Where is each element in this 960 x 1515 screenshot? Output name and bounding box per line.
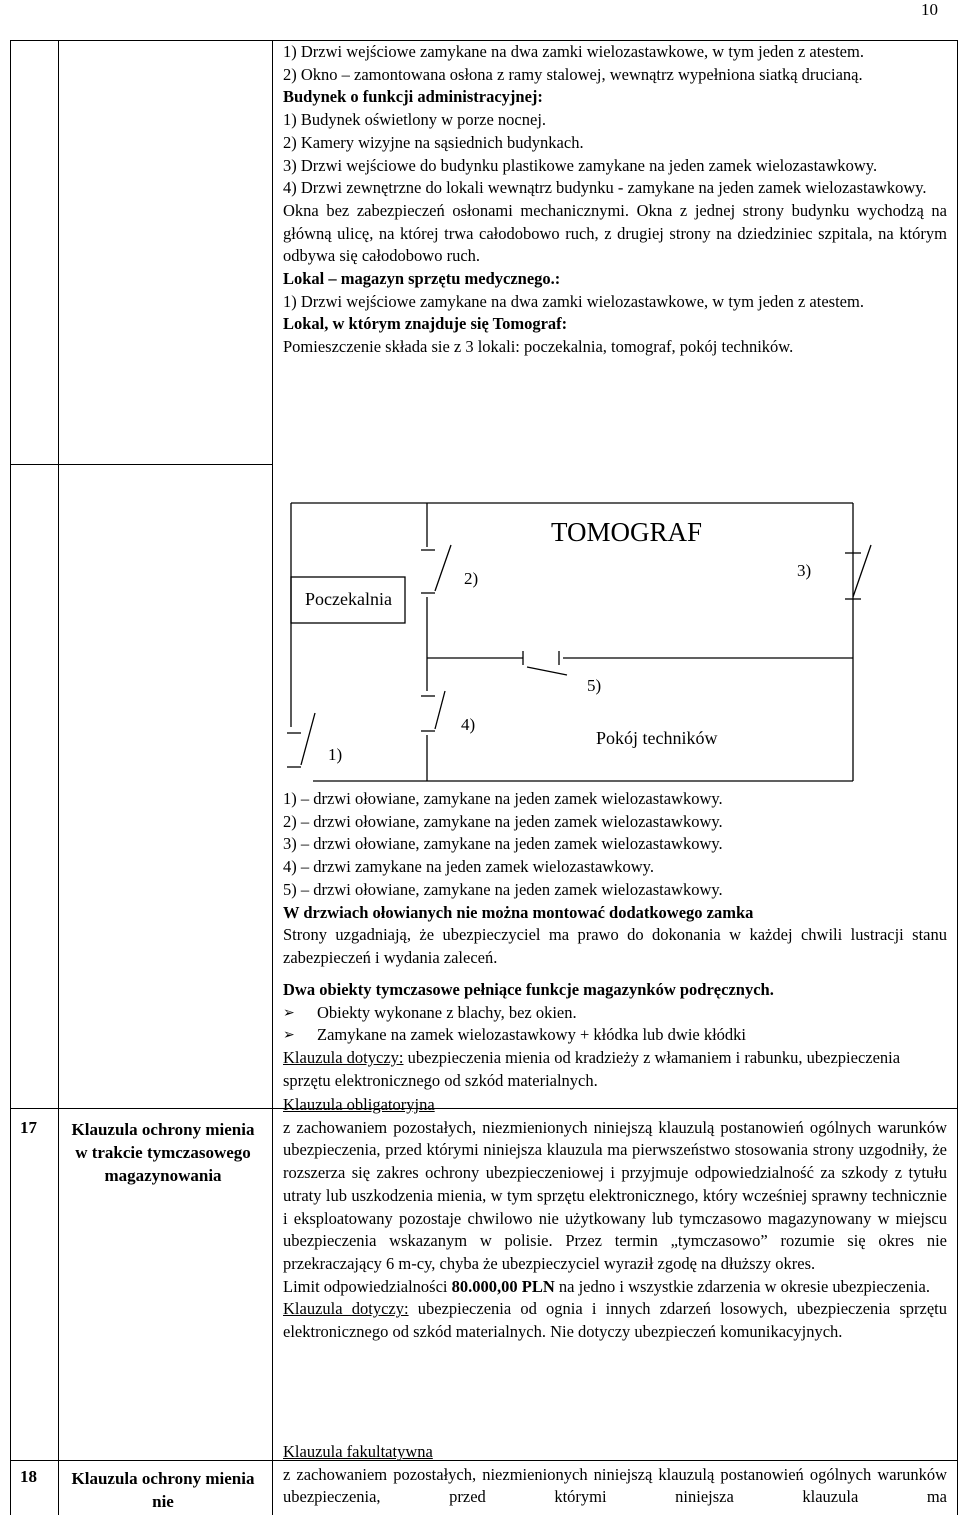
- doors-legend: [283, 788, 947, 970]
- floor-plan-diagram: [283, 495, 953, 785]
- door-5-label: 5): [587, 676, 602, 695]
- column-divider: [272, 40, 273, 1515]
- clause-18-content: [283, 1441, 947, 1509]
- table-right-border: [957, 40, 958, 1515]
- arrow-bullet-icon: ➢: [283, 1004, 295, 1021]
- paragraph: Okna bez zabezpieczeń osłonami mechanicznymi. Okna z jednej strony budynku wychodzą na główną ulicę, na której trwa całodobowo ruch, z drugiej strony na dziedziniec szpitala, na którym odbywa się całodobowo ruch.: [283, 200, 947, 266]
- inspection-note: Strony uzgadniają, że ubezpieczyciel ma prawo do dokonania w każdej chwili lustracji stanu zabezpieczeń i wydania zaleceń.: [283, 925, 947, 967]
- door-2-leaf: [435, 545, 451, 591]
- liability-limit: Limit odpowiedzialności 80.000,00 PLN na jedno i wszystkie zdarzenia w okresie ubezpieczenia.: [283, 1276, 930, 1296]
- clause-body: z zachowaniem pozostałych, niezmienionych niniejszą klauzulą postanowień ogólnych warunków ubezpieczenia, przed którymi niniejsza klauzula ma pierwszeństwo stosowania strony uzgodniły, że rozszerza się zakres ochrony ubezpieczeniowej i przyjmuje odpowiedzialność za szkody z tytułu utraty lub uszkodzenia mienia, w tym sprzętu elektronicznego, który wcześniej sprawny technicznie i eksploatowany pozostaje chwilowo nie użytkowany lub tymczasowo magazynowany w miejscu ubezpieczenia wskazanym w polisie. Przez termin „tymczasowo” rozumie się okres nie przekraczający 6 m-cy, chyba że ubezpieczyciel wyraził zgodę na dłuższy okres.: [283, 1117, 947, 1273]
- door-2-label: 2): [464, 569, 479, 588]
- poczekalnia-label: Poczekalnia: [305, 589, 392, 609]
- section-heading: Budynek o funkcji administracyjnej:: [283, 87, 543, 107]
- paragraph: 1) Drzwi wejściowe zamykane na dwa zamki wielozastawkowe, w tym jeden z atestem.: [283, 42, 864, 61]
- clause-scope: Klauzula dotyczy: ubezpieczenia mienia od kradzieży z włamaniem i rabunku, ubezpieczenia sprzętu elektronicznego od szkód materialnych.: [283, 1048, 901, 1090]
- column-divider: [58, 40, 59, 1515]
- section-heading: Lokal – magazyn sprzętu medycznego.:: [283, 269, 561, 289]
- tomograf-label: TOMOGRAF: [551, 517, 703, 547]
- clause-body: z zachowaniem pozostałych, niezmienionych niniejszą klauzulą postanowień ogólnych warunków ubezpieczenia, przed którymi niniejsza klauzula ma: [283, 1464, 947, 1507]
- clause-scope: Klauzula dotyczy: ubezpieczenia od ognia i innych zdarzeń losowych, ubezpieczenia sprzętu elektronicznego od szkód materialnych. Nie dotyczy ubezpieczeń komunikacyjnych.: [283, 1299, 948, 1342]
- paragraph: Pomieszczenie składa sie z 3 lokali: poczekalnia, tomograf, pokój techników.: [283, 337, 794, 357]
- lead-doors-note: W drzwiach ołowianych nie można montować dodatkowego zamka: [283, 902, 754, 922]
- temporary-objects: [283, 979, 947, 1093]
- door-legend-item: 3) – drzwi ołowiane, zamykane na jeden zamek wielozastawkowy.: [283, 834, 723, 854]
- clause-type: Klauzula obligatoryjna: [283, 1095, 435, 1114]
- table-left-border: [10, 40, 11, 1515]
- door-legend-item: 5) – drzwi ołowiane, zamykane na jeden zamek wielozastawkowy.: [283, 879, 723, 899]
- row-divider: [10, 464, 272, 465]
- row-number: 18: [20, 1467, 37, 1486]
- pokoj-technikow-label: Pokój techników: [596, 728, 718, 748]
- security-description: [283, 41, 947, 359]
- paragraph: 3) Drzwi wejściowe do budynku plastikowe zamykane na jeden zamek wielozastawkowy.: [283, 155, 878, 175]
- door-legend-item: 2) – drzwi ołowiane, zamykane na jeden zamek wielozastawkowy.: [283, 811, 723, 831]
- bullet-item: ➢ Zamykane na zamek wielozastawkowy + kłódka lub dwie kłódki: [283, 1024, 947, 1047]
- door-legend-item: 4) – drzwi zamykane na jeden zamek wielozastawkowy.: [283, 857, 654, 877]
- section-heading: Lokal, w którym znajduje się Tomograf:: [283, 314, 568, 334]
- row-number: 17: [20, 1118, 37, 1137]
- door-1-leaf: [301, 713, 315, 765]
- clause-scope-label: Klauzula dotyczy:: [283, 1048, 404, 1068]
- door-1-label: 1): [328, 745, 343, 764]
- page-number: 10: [921, 0, 938, 19]
- clause-type: Klauzula fakultatywna: [283, 1442, 433, 1461]
- bullet-item: ➢ Obiekty wykonane z blachy, bez okien.: [283, 1002, 947, 1025]
- paragraph: 2) Kamery wizyjne na sąsiednich budynkach.: [283, 132, 584, 152]
- door-4-leaf: [435, 691, 445, 729]
- door-3-label: 3): [797, 561, 812, 580]
- clause-17-content: [283, 1094, 947, 1344]
- door-legend-item: 1) – drzwi ołowiane, zamykane na jeden zamek wielozastawkowy.: [283, 789, 723, 808]
- temporary-objects-title: Dwa obiekty tymczasowe pełniące funkcje magazynków podręcznych.: [283, 980, 774, 999]
- clause-title: Klauzula ochrony mienia w trakcie tymczasowego magazynowania: [71, 1120, 255, 1185]
- clause-title: Klauzula ochrony mienia nie: [71, 1469, 255, 1511]
- arrow-bullet-icon: ➢: [283, 1027, 295, 1044]
- paragraph: 4) Drzwi zewnętrzne do lokali wewnątrz budynku - zamykane na jeden zamek wielozastawkowy.: [283, 178, 927, 198]
- paragraph: 1) Drzwi wejściowe zamykane na dwa zamki wielozastawkowe, w tym jeden z atestem.: [283, 291, 864, 311]
- paragraph: 1) Budynek oświetlony w porze nocnej.: [283, 110, 547, 130]
- door-4-label: 4): [461, 715, 476, 734]
- paragraph: 2) Okno – zamontowana osłona z ramy stalowej, wewnątrz wypełniona siatką drucianą.: [283, 64, 863, 84]
- door-5-leaf: [527, 667, 567, 675]
